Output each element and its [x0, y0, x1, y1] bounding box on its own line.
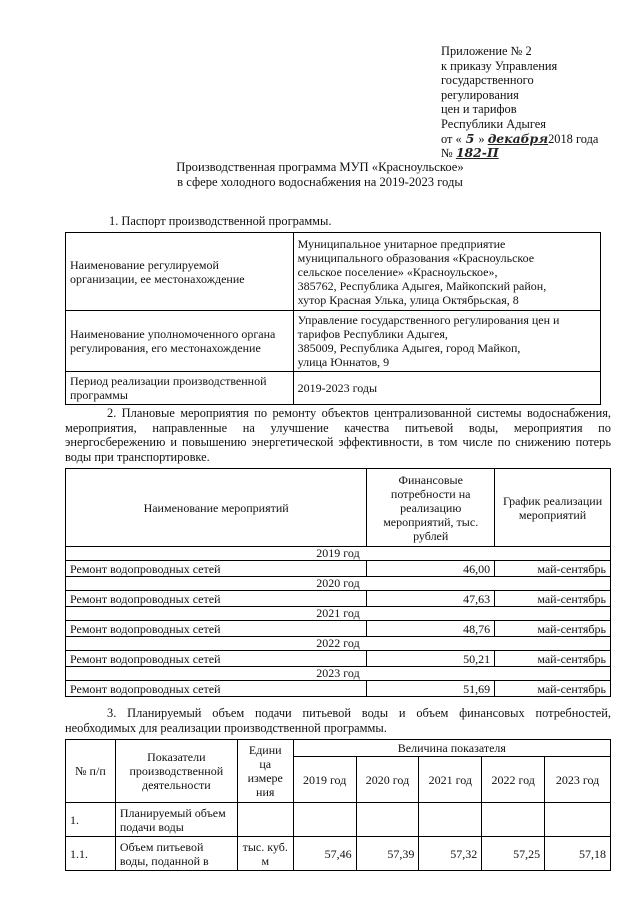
measures-table [65, 468, 611, 697]
date-day-handwritten: 5 [465, 130, 475, 146]
table-row: Ремонт водопроводных сетей 51,69 май-сентябрь [66, 681, 611, 697]
table-header-row [66, 469, 611, 547]
column-header-unit: Едини ца измере ния [237, 740, 293, 803]
appendix-line: к приказу Управления [441, 58, 558, 73]
table-row [66, 372, 601, 405]
column-header-year: 2023 год [545, 757, 611, 803]
table-row [66, 311, 601, 372]
passport-label: Наименование регулируемой организации, ее местонахождение [66, 233, 294, 311]
table-row: Ремонт водопроводных сетей 50,21 май-сентябрь [66, 651, 611, 667]
year-row: 2020 год [66, 577, 611, 591]
section2-text: 2. Плановые мероприятия по ремонту объектов централизованной системы водоснабжения, мероприятия, направленные на улучшение качества питьевой воды, мероприятия по энергосбережению и повышению энергетической эффективности, в том числе по снижению потерь воды при транспортировке. [65, 406, 611, 464]
volume-table [65, 739, 611, 871]
appendix-line: Республики Адыгея [441, 116, 546, 131]
appendix-line: цен и тарифов [441, 102, 517, 117]
column-header-schedule: График реализации мероприятий [495, 469, 611, 547]
year-row: 2023 год [66, 667, 611, 681]
table-row: Ремонт водопроводных сетей 48,76 май-сентябрь [66, 621, 611, 637]
document-title [0, 160, 640, 190]
column-header-year: 2020 год [356, 757, 419, 803]
column-header-indicator: Показатели производственной деятельности [115, 740, 237, 803]
passport-value: Муниципальное унитарное предприятие муниципального образования «Красноульское сельское поселение» «Красноульское», 385762, Республика Адыгея, Майкопский район, хутор Красная Улька, улица Октябрьская, 8 [293, 233, 600, 311]
year-row: 2021 год [66, 607, 611, 621]
date-month-handwritten: декабря [487, 130, 549, 146]
section1-heading: 1. Паспорт производственной программы. [109, 214, 332, 228]
appendix-line: государственного [441, 73, 534, 88]
column-header-year: 2019 год [293, 757, 356, 803]
appendix-line: регулирования [441, 87, 519, 102]
table-row: 1. Планируемый объем подачи воды [66, 803, 611, 837]
title-line: в сфере холодного водоснабжения на 2019-2023 годы [177, 175, 463, 189]
appendix-number: № 182-П [441, 145, 499, 161]
order-number-handwritten: 182-П [455, 145, 499, 161]
title-line: Производственная программа МУП «Красноульское» [176, 160, 464, 174]
passport-value: Управление государственного регулирования цен и тарифов Республики Адыгея, 385009, Республика Адыгея, город Майкоп, улица Юннатов, 9 [293, 311, 600, 372]
table-row: Ремонт водопроводных сетей 46,00 май-сентябрь [66, 561, 611, 577]
column-header-name: Наименование мероприятий [66, 469, 367, 547]
column-header-value-group: Величина показателя [293, 740, 610, 757]
table-row [66, 233, 601, 311]
appendix-line: Приложение № 2 [441, 44, 532, 58]
passport-label: Наименование уполномоченного органа регулирования, его местонахождение [66, 311, 294, 372]
passport-table [65, 232, 601, 405]
passport-value: 2019-2023 годы [293, 372, 600, 405]
column-header-finance: Финансовые потребности на реализацию мероприятий, тыс. рублей [367, 469, 495, 547]
column-header-year: 2022 год [482, 757, 545, 803]
section3-text: 3. Планируемый объем подачи питьевой воды и объем финансовых потребностей, необходимых для реализации производственной программы. [65, 706, 611, 735]
year-row: 2022 год [66, 637, 611, 651]
table-row: Ремонт водопроводных сетей 47,63 май-сентябрь [66, 591, 611, 607]
passport-label: Период реализации производственной программы [66, 372, 294, 405]
column-header-num: № п/п [66, 740, 116, 803]
table-header-row [66, 740, 611, 757]
appendix-block [441, 44, 621, 161]
column-header-year: 2021 год [419, 757, 482, 803]
appendix-date: от « 5 » декабря2018 года [441, 130, 599, 146]
year-row: 2019 год [66, 547, 611, 561]
table-row: 1.1. Объем питьевой воды, поданной в тыс. куб. м 57,46 57,39 57,32 57,25 57,18 [66, 837, 611, 871]
